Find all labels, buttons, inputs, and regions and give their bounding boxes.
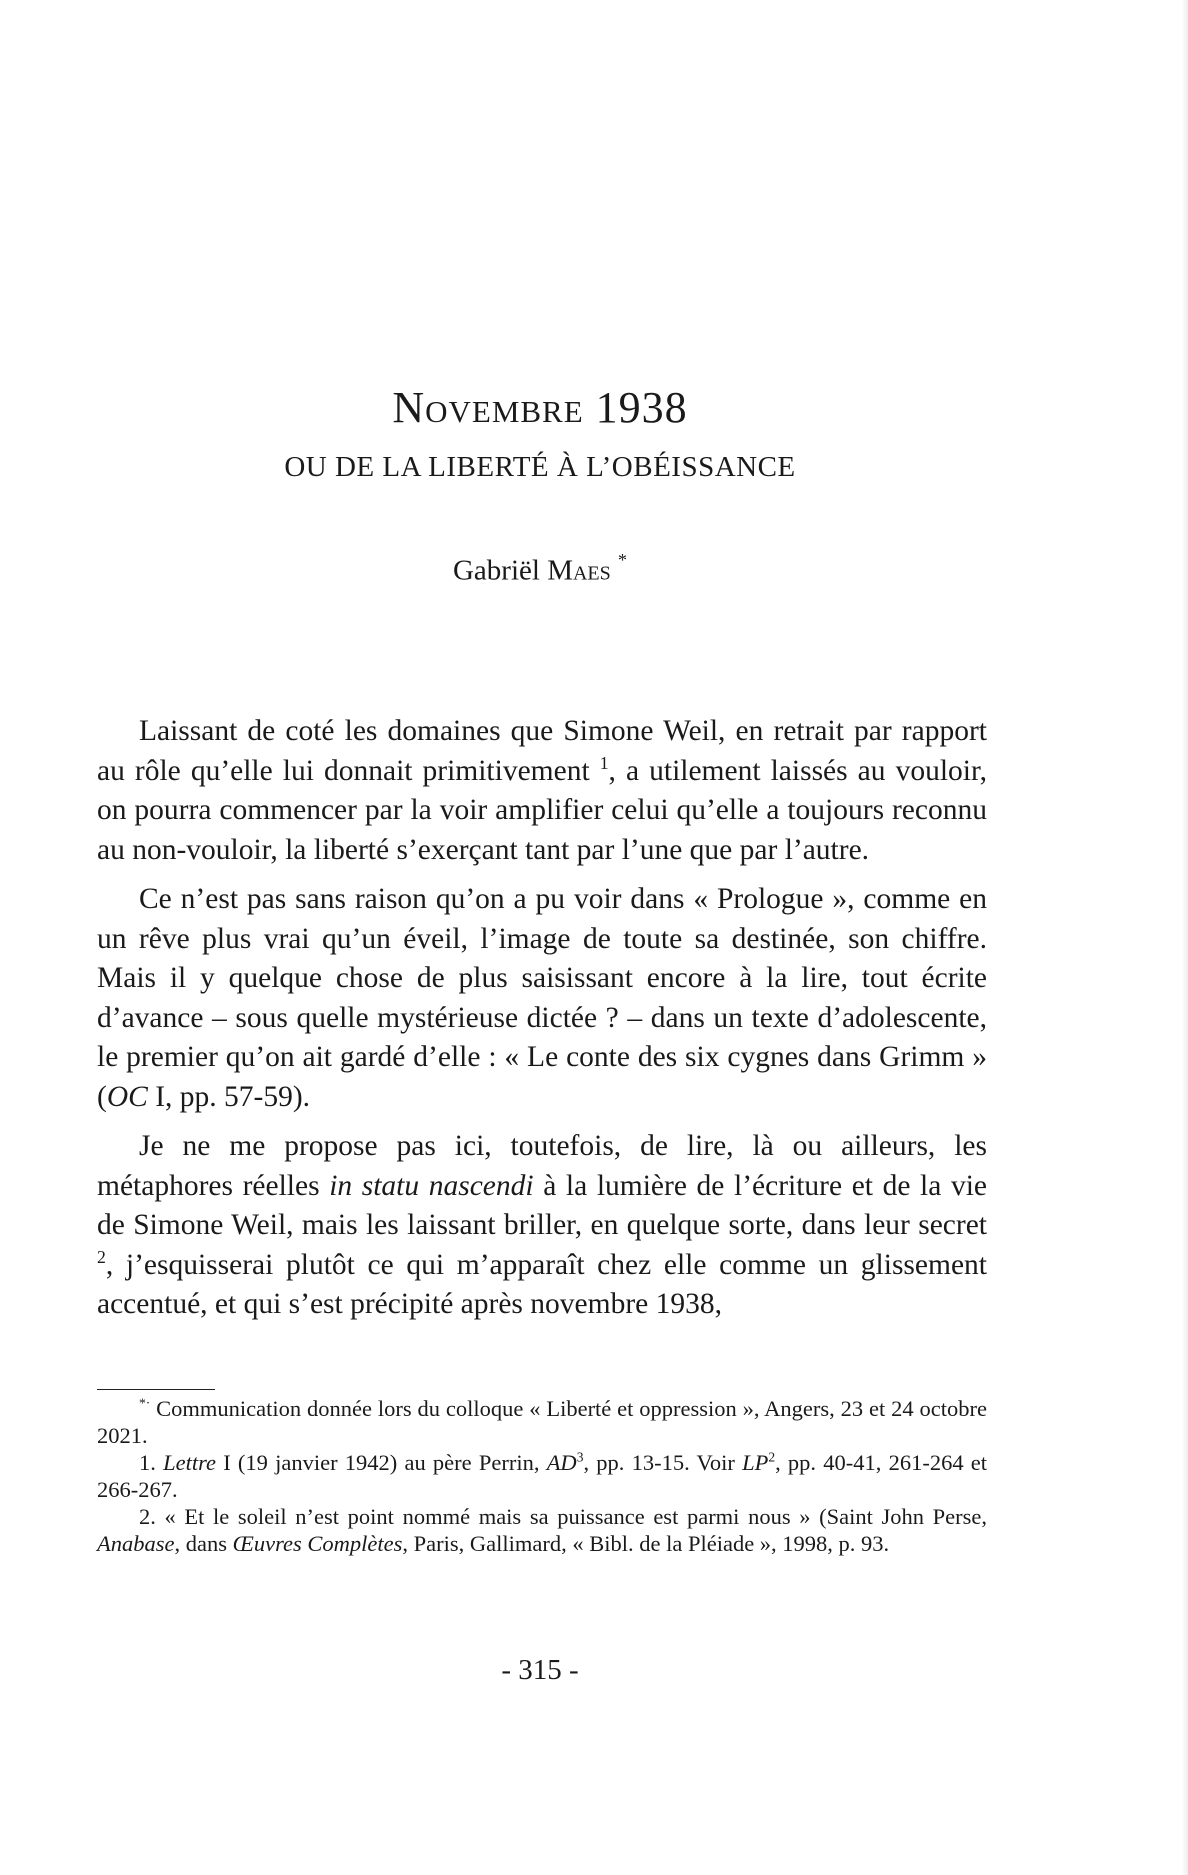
footnotes (97, 1395, 987, 1557)
paragraph-2-text-b: I, pp. 57-59). (147, 1080, 311, 1113)
paragraph-2-italic: OC (106, 1080, 148, 1113)
footnote-star-mark: *· (139, 1395, 151, 1411)
paragraph-3-text-a: Je ne me propose pas ici, toutefois, de lire, là ou ailleurs, les métaphores réelles (97, 1130, 987, 1202)
author-first-name: Gabriël (452, 554, 540, 587)
footnote-1-sup-a: 3 (576, 1449, 584, 1465)
footnote-separator (97, 1389, 215, 1390)
footnote-1-text-a: I (19 janvier 1942) au père Perrin, (216, 1450, 547, 1475)
footnote-2-text-c: , Paris, Gallimard, « Bibl. de la Pléiade », 1998, p. 93. (402, 1531, 890, 1556)
paragraph-2 (97, 880, 987, 1117)
footnote-1-sup-b: 2 (768, 1449, 776, 1465)
footnote-ref-2: 2 (97, 1246, 106, 1267)
paragraph-2-text-a: Ce n’est pas sans raison qu’on a pu voir dans « Prologue », comme en un rêve plus vrai qu’un éveil, l’image de toute sa destinée, son chiffre. Mais il y quelque chose de plus saisissant encore à la lire, tout écrite d’avance – sous quelle mystérieuse dictée ? – dans un texte d’adolescente, le premier qu’on ait gardé d’elle : « Le conte des six cygnes dans Grimm » ( (97, 883, 987, 1113)
footnote-star (97, 1395, 987, 1449)
footnote-2-text-b: , dans (174, 1531, 233, 1556)
footnote-1 (97, 1449, 987, 1503)
paragraph-1-text-b: , a utilement laissés au vouloir, on pourra commencer par la voir amplifier celui qu’elle a toujours reconnu au non-vouloir, la liberté s’exerçant tant par l’une que par l’autre. (97, 754, 987, 866)
footnote-2-italic-1: Anabase (97, 1531, 175, 1556)
footnote-1-italic-2: AD (546, 1450, 577, 1475)
footnote-star-text: Communication donnée lors du colloque « Liberté et oppression », Angers, 23 et 24 octobre 2021. (97, 1396, 987, 1448)
author-line (0, 550, 1080, 588)
footnote-2-italic-2: Œuvres Complètes (232, 1531, 403, 1556)
paragraph-1-text-a: Laissant de coté les domaines que Simone Weil, en retrait par rapport au rôle qu’elle lui donnait primitivement (97, 715, 987, 787)
body-text (97, 712, 987, 1335)
footnote-2 (97, 1503, 987, 1557)
footnote-1-italic-3: LP (742, 1450, 769, 1475)
page-edge-shadow (1182, 0, 1188, 1875)
paragraph-3-text-b: à la lumière de l’écriture et de la vie de Simone Weil, mais les laissant briller, en quelque sorte, dans leur secret (97, 1169, 988, 1241)
footnote-1-mark: 1. (139, 1450, 164, 1475)
author-footnote-mark: * (618, 550, 628, 570)
footnote-1-italic-1: Lettre (163, 1450, 217, 1475)
paragraph-1 (97, 712, 987, 870)
footnote-1-text-c: , pp. 40-41, 261-264 et 266-267. (97, 1450, 988, 1502)
article-subtitle: OU DE LA LIBERTÉ À L’OBÉISSANCE (284, 451, 796, 483)
footnote-1-text-b: , pp. 13-15. Voir (583, 1450, 743, 1475)
footnote-2-text-a: « Et le soleil n’est point nommé mais sa puissance est parmi nous » (Saint John Perse, (164, 1504, 987, 1529)
footnote-2-mark: 2. (139, 1504, 165, 1529)
page-number: - 315 - (501, 1654, 579, 1686)
author-surname: Maes (547, 554, 611, 587)
article-title: Novembre 1938 (392, 383, 688, 432)
paragraph-3-text-c: , j’esquisserai plutôt ce qui m’apparaît chez elle comme un glissement accentué, et qui s’est précipité après novembre 1938, (97, 1248, 987, 1320)
paragraph-3 (97, 1127, 987, 1325)
footnote-ref-1: 1 (599, 752, 609, 773)
paragraph-3-italic: in statu nascendi (329, 1169, 534, 1202)
